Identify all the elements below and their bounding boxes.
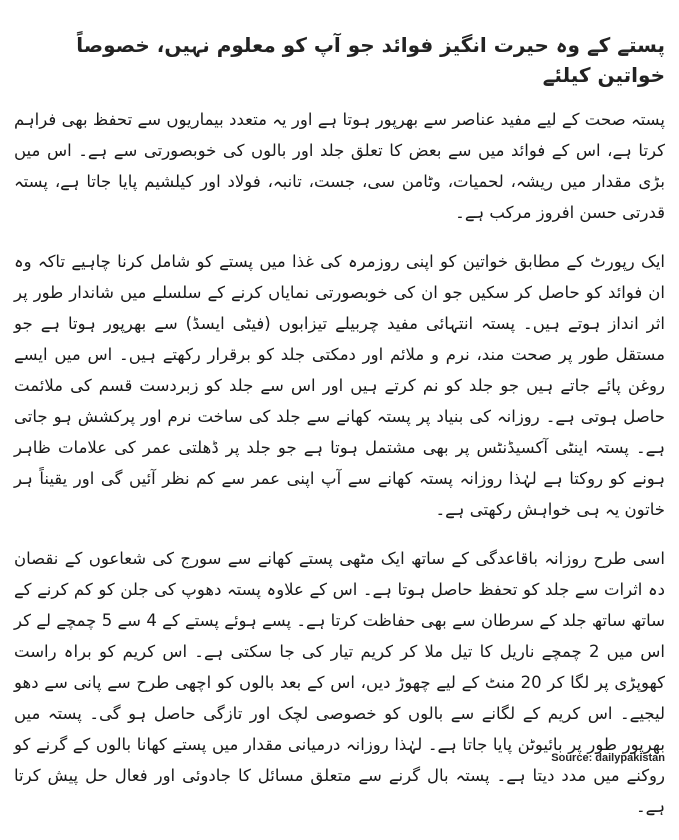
article-title: پستے کے وہ حیرت انگیز فوائد جو آپ کو معلوم نہیں، خصوصاً خواتین کیلئے: [76, 33, 665, 87]
article-paragraph-3: اسی طرح روزانہ باقاعدگی کے ساتھ ایک مٹھی پستے کھانے سے سورج کی شعاعوں کے نقصان دہ اثرات سے جلد کو تحفظ حاصل ہوتا ہے۔ اس کے علاوہ پستہ دھوپ کی جلن کو کم کرنے کے ساتھ ساتھ جلد کے سرطان سے بھی حفاظت کرتا ہے۔ پسے ہوئے پستے کے 4 سے 5 چمچے لے کر اس میں 2 چمچے ناریل کا تیل ملا کر کریم تیار کی جا سکتی ہے۔ اس کریم کو براہ راست کھوپڑی پر لگا کر 20 منٹ کے لیے چھوڑ دیں، اس کے بعد بالوں کو اچھی طرح سے پانی سے دھو لیجیے۔ اس کریم کے لگانے سے بالوں کو خصوصی لچک اور تازگی حاصل ہو گی۔ پستہ میں بھرپور طور پر بائیوٹن پایا جاتا ہے۔ لہٰذا روزانہ درمیانی مقدار میں پستے کھانا بالوں کے گرنے کو روکنے میں مدد دیتا ہے۔ پستہ بال گرنے سے متعلق مسائل کا جادوئی اور فعال حل پیش کرتا ہے۔: [14, 549, 666, 816]
article: [14, 30, 665, 840]
article-paragraph-2: ایک رپورٹ کے مطابق خواتین کو اپنی روزمرہ کی غذا میں پستے کو شامل کرنا چاہیے تاکہ وہ ان فوائد کو حاصل کر سکیں جو ان کی خوبصورتی نمایاں کرنے کے سلسلے میں شاندار طور پر اثر انداز ہوتے ہیں۔ پستہ انتہائی مفید چربیلے تیزابوں (فیٹی ایسڈ) سے بھرپور ہوتا ہے جو مستقل طور پر صحت مند، نرم و ملائم اور دمکتی جلد کو برقرار رکھتے ہیں۔ اس میں ایسے روغن پائے جاتے ہیں جو جلد کو نم کرتے ہیں اور اس سے جلد کو زبردست قسم کی ملائمت حاصل ہوتی ہے۔ روزانہ کی بنیاد پر پستہ کھانے سے جلد کی ساخت نرم اور پرکشش ہو جاتی ہے۔ پستہ اینٹی آکسیڈنٹس پر بھی مشتمل ہوتا ہے جو جلد پر ڈھلتی عمر کی علامات ظاہر ہونے کو روکتا ہے لہٰذا روزانہ پستہ کھانے سے آپ اپنی عمر سے کم نظر آئیں گی اور یقیناً ہر خاتون یہ ہی خواہش رکھتی ہے۔: [14, 252, 665, 519]
source-credit: Source: dailypakistan: [551, 752, 665, 764]
article-paragraph-1: پستہ صحت کے لیے مفید عناصر سے بھرپور ہوتا ہے اور یہ متعدد بیماریوں سے تحفظ بھی فراہم کرتا ہے، اس کے فوائد میں سے بعض کا تعلق جلد اور بالوں کی خوبصورتی سے ہے۔ اس میں بڑی مقدار میں ریشہ، لحمیات، وٹامن سی، جست، تانبہ، فولاد اور کیلشیم پایا جاتا ہے، پستہ قدرتی حسن افروز مرکب ہے۔: [14, 110, 665, 222]
